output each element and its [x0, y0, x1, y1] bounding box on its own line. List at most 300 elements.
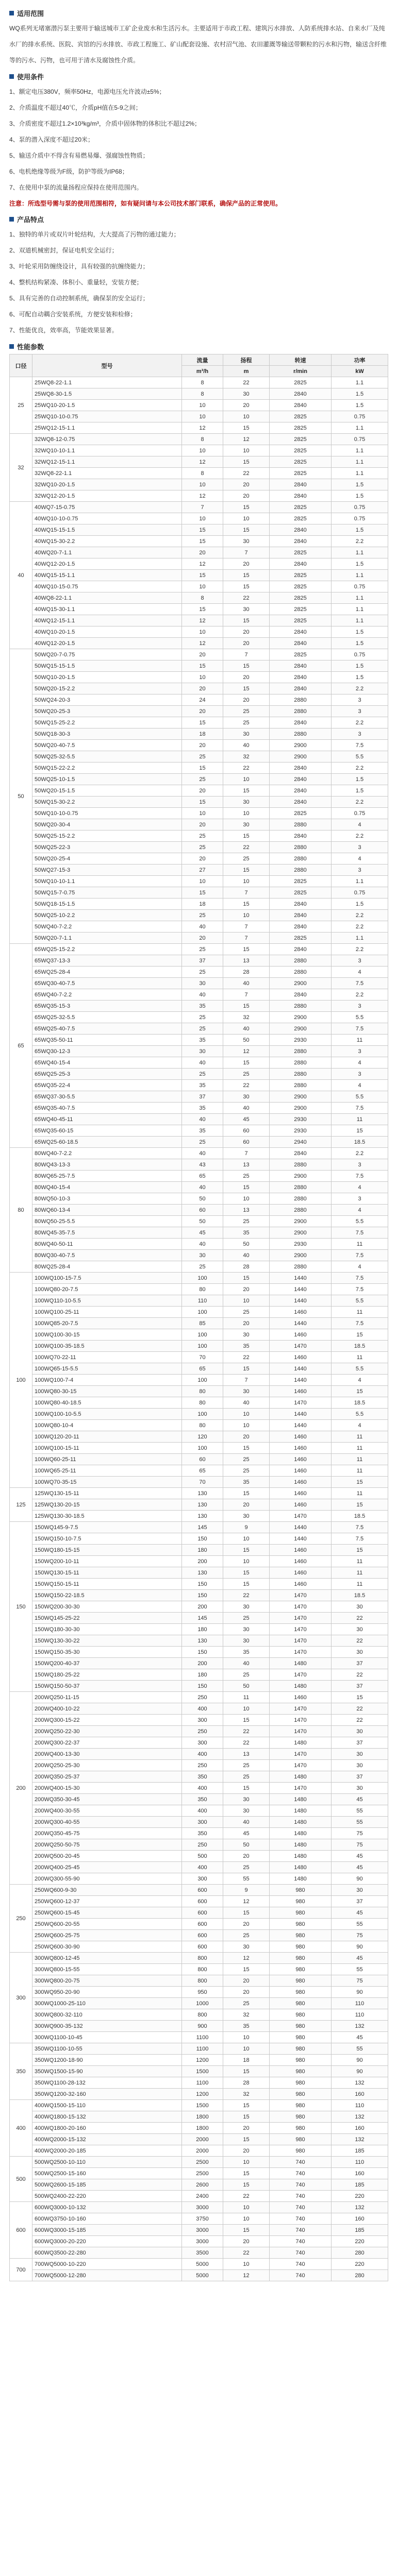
table-row	[10, 513, 388, 524]
speed-cell: 980	[270, 2123, 332, 2134]
table-row	[10, 2123, 388, 2134]
model-cell: 100WQ60-25-11	[32, 1454, 182, 1465]
table-row	[10, 434, 388, 445]
caliber-cell: 200	[10, 1692, 32, 1885]
head-cell: 15	[223, 2179, 270, 2191]
model-cell: 50WQ25-15-2.2	[32, 831, 182, 842]
flow-cell: 250	[182, 1760, 223, 1771]
table-row	[10, 2259, 388, 2270]
speed-cell: 740	[270, 2213, 332, 2225]
model-cell: 150WQ200-10-11	[32, 1556, 182, 1567]
model-cell: 250WQ600-30-90	[32, 1941, 182, 1953]
speed-cell: 2825	[270, 570, 332, 581]
speed-cell: 1440	[270, 1318, 332, 1329]
table-row	[10, 1375, 388, 1386]
speed-cell: 1470	[270, 1341, 332, 1352]
table-row	[10, 1193, 388, 1205]
head-cell: 25	[223, 1465, 270, 1477]
table-row	[10, 2066, 388, 2077]
head-cell: 30	[223, 388, 270, 400]
unit-power: kW	[332, 366, 388, 377]
head-cell: 45	[223, 1828, 270, 1839]
table-row	[10, 910, 388, 921]
head-cell: 7	[223, 989, 270, 1001]
power-cell: 18.5	[332, 1397, 388, 1409]
header-caliber: 口径	[10, 354, 32, 377]
speed-cell: 2880	[270, 1205, 332, 1216]
power-cell: 5.5	[332, 751, 388, 762]
flow-cell: 20	[182, 819, 223, 831]
head-cell: 22	[223, 2191, 270, 2202]
power-cell: 1.5	[332, 899, 388, 910]
table-row	[10, 831, 388, 842]
speed-cell: 2840	[270, 490, 332, 502]
model-cell: 125WQ130-30-18.5	[32, 1511, 182, 1522]
power-cell: 132	[332, 2202, 388, 2213]
flow-cell: 40	[182, 1148, 223, 1159]
table-row	[10, 1794, 388, 1805]
head-cell: 10	[223, 808, 270, 819]
model-cell: 125WQ130-15-11	[32, 1488, 182, 1499]
table-row	[10, 1171, 388, 1182]
model-cell: 65WQ40-45-11	[32, 1114, 182, 1125]
table-row	[10, 2055, 388, 2066]
power-cell: 1.5	[332, 400, 388, 411]
table-row	[10, 1363, 388, 1375]
head-cell: 30	[223, 1511, 270, 1522]
head-cell: 25	[223, 1930, 270, 1941]
speed-cell: 2840	[270, 388, 332, 400]
head-cell: 20	[223, 1851, 270, 1862]
head-cell: 40	[223, 1250, 270, 1261]
head-cell: 20	[223, 400, 270, 411]
head-cell: 20	[223, 638, 270, 649]
power-cell: 4	[332, 1057, 388, 1069]
flow-cell: 10	[182, 626, 223, 638]
speed-cell: 2840	[270, 910, 332, 921]
model-cell: 32WQ10-20-1.5	[32, 479, 182, 490]
table-row	[10, 842, 388, 853]
power-cell: 1.5	[332, 660, 388, 672]
table-row	[10, 955, 388, 967]
flow-cell: 1500	[182, 2066, 223, 2077]
table-row	[10, 1862, 388, 1873]
power-cell: 7.5	[332, 1227, 388, 1239]
model-cell: 25WQ10-10-0.75	[32, 411, 182, 422]
table-row	[10, 1545, 388, 1556]
flow-cell: 25	[182, 751, 223, 762]
flow-cell: 130	[182, 1499, 223, 1511]
power-cell: 45	[332, 1862, 388, 1873]
speed-cell: 2825	[270, 887, 332, 899]
speed-cell: 2900	[270, 1091, 332, 1103]
head-cell: 15	[223, 2134, 270, 2145]
flow-cell: 20	[182, 706, 223, 717]
table-row	[10, 2145, 388, 2157]
power-cell: 15	[332, 1545, 388, 1556]
head-cell: 28	[223, 1261, 270, 1273]
speed-cell: 2825	[270, 615, 332, 626]
power-cell: 1.5	[332, 672, 388, 683]
table-row	[10, 456, 388, 468]
head-cell: 15	[223, 2100, 270, 2111]
flow-cell: 100	[182, 1329, 223, 1341]
table-row	[10, 2077, 388, 2089]
model-cell: 50WQ20-15-2.2	[32, 683, 182, 694]
model-cell: 300WQ800-12-45	[32, 1953, 182, 1964]
flow-cell: 65	[182, 1171, 223, 1182]
power-cell: 55	[332, 2043, 388, 2055]
model-cell: 80WQ40-50-11	[32, 1239, 182, 1250]
model-cell: 350WQ1500-15-90	[32, 2066, 182, 2077]
speed-cell: 740	[270, 2236, 332, 2247]
feature-item: 2、双道机械密封，保证电机安全运行；	[9, 247, 118, 254]
model-cell: 150WQ130-15-11	[32, 1567, 182, 1579]
head-cell: 9	[223, 1885, 270, 1896]
power-cell: 1.1	[332, 377, 388, 388]
table-row	[10, 1930, 388, 1941]
table-row	[10, 683, 388, 694]
model-cell: 100WQ110-10-5.5	[32, 1295, 182, 1307]
power-cell: 0.75	[332, 887, 388, 899]
power-cell: 11	[332, 1352, 388, 1363]
flow-cell: 20	[182, 785, 223, 796]
flow-cell: 8	[182, 434, 223, 445]
power-cell: 3	[332, 1001, 388, 1012]
head-cell: 30	[223, 1329, 270, 1341]
speed-cell: 1480	[270, 1851, 332, 1862]
head-cell: 10	[223, 910, 270, 921]
unit-flow: m³/h	[182, 366, 223, 377]
speed-cell: 2840	[270, 479, 332, 490]
speed-cell: 1470	[270, 1624, 332, 1635]
table-row	[10, 1896, 388, 1907]
head-cell: 10	[223, 1420, 270, 1431]
flow-cell: 10	[182, 411, 223, 422]
model-cell: 50WQ20-15-1.5	[32, 785, 182, 796]
head-cell: 25	[223, 1069, 270, 1080]
table-row	[10, 1783, 388, 1794]
power-cell: 30	[332, 1726, 388, 1737]
power-cell: 5.5	[332, 1216, 388, 1227]
model-cell: 500WQ2600-15-185	[32, 2179, 182, 2191]
flow-cell: 15	[182, 660, 223, 672]
table-row	[10, 1159, 388, 1171]
speed-cell: 980	[270, 2032, 332, 2043]
condition-item: 3、介质密度不超过1.2×10³kg/m³，介质中固体物的体积比不超过2%；	[9, 120, 201, 127]
power-cell: 7.5	[332, 1533, 388, 1545]
head-cell: 25	[223, 1998, 270, 2009]
head-cell: 11	[223, 1692, 270, 1703]
model-cell: 150WQ150-10-7.5	[32, 1533, 182, 1545]
power-cell: 11	[332, 1114, 388, 1125]
table-row	[10, 2213, 388, 2225]
flow-cell: 25	[182, 1012, 223, 1023]
speed-cell: 2930	[270, 1035, 332, 1046]
power-cell: 22	[332, 1635, 388, 1647]
caliber-cell: 400	[10, 2100, 32, 2157]
power-cell: 11	[332, 1239, 388, 1250]
flow-cell: 2500	[182, 2168, 223, 2179]
table-row	[10, 1057, 388, 1069]
model-cell: 250WQ600-25-75	[32, 1930, 182, 1941]
speed-cell: 2930	[270, 1239, 332, 1250]
head-cell: 15	[223, 1443, 270, 1454]
model-cell: 200WQ250-11-15	[32, 1692, 182, 1703]
head-cell: 10	[223, 2043, 270, 2055]
head-cell: 32	[223, 2089, 270, 2100]
power-cell: 5.5	[332, 1295, 388, 1307]
section-heading-conditions	[9, 71, 388, 82]
head-cell: 15	[223, 1001, 270, 1012]
model-cell: 300WQ800-32-110	[32, 2009, 182, 2021]
head-cell: 30	[223, 728, 270, 740]
table-row	[10, 411, 388, 422]
power-cell: 220	[332, 2191, 388, 2202]
flow-cell: 30	[182, 978, 223, 989]
table-row	[10, 558, 388, 570]
model-cell: 200WQ300-15-22	[32, 1715, 182, 1726]
power-cell: 220	[332, 2259, 388, 2270]
head-cell: 22	[223, 762, 270, 774]
flow-cell: 600	[182, 1907, 223, 1919]
head-cell: 35	[223, 1647, 270, 1658]
power-cell: 18.5	[332, 1511, 388, 1522]
speed-cell: 1460	[270, 1352, 332, 1363]
flow-cell: 40	[182, 1057, 223, 1069]
flow-cell: 7	[182, 502, 223, 513]
table-row	[10, 1001, 388, 1012]
table-row	[10, 570, 388, 581]
table-row	[10, 1601, 388, 1613]
head-cell: 50	[223, 1681, 270, 1692]
condition-item: 1、额定电压380V，频率50Hz，电源电压允许波动±5%；	[9, 88, 166, 95]
flow-cell: 20	[182, 547, 223, 558]
head-cell: 12	[223, 2270, 270, 2281]
power-cell: 4	[332, 1420, 388, 1431]
model-cell: 80WQ50-25-5.5	[32, 1216, 182, 1227]
model-cell: 200WQ300-55-90	[32, 1873, 182, 1885]
model-cell: 100WQ85-20-7.5	[32, 1318, 182, 1329]
power-cell: 0.75	[332, 649, 388, 660]
power-cell: 11	[332, 1307, 388, 1318]
flow-cell: 150	[182, 1533, 223, 1545]
model-cell: 32WQ12-15-1.1	[32, 456, 182, 468]
model-cell: 100WQ100-30-15	[32, 1329, 182, 1341]
model-cell: 200WQ400-10-22	[32, 1703, 182, 1715]
head-cell: 20	[223, 558, 270, 570]
model-cell: 40WQ15-15-1.5	[32, 524, 182, 536]
power-cell: 37	[332, 1737, 388, 1749]
model-cell: 50WQ20-40-7.5	[32, 740, 182, 751]
section-title: 使用条件	[17, 73, 44, 81]
model-cell: 100WQ100-15-11	[32, 1443, 182, 1454]
power-cell: 15	[332, 1477, 388, 1488]
speed-cell: 1470	[270, 1669, 332, 1681]
model-cell: 250WQ600-15-45	[32, 1907, 182, 1919]
flow-cell: 35	[182, 1125, 223, 1137]
speed-cell: 1480	[270, 1839, 332, 1851]
power-cell: 7.5	[332, 1250, 388, 1261]
speed-cell: 1470	[270, 1760, 332, 1771]
model-cell: 300WQ950-20-90	[32, 1987, 182, 1998]
caliber-cell: 25	[10, 377, 32, 434]
speed-cell: 1470	[270, 1635, 332, 1647]
table-row	[10, 2247, 388, 2259]
flow-cell: 1500	[182, 2100, 223, 2111]
head-cell: 7	[223, 649, 270, 660]
power-cell: 18.5	[332, 1590, 388, 1601]
power-cell: 280	[332, 2247, 388, 2259]
table-row	[10, 1613, 388, 1624]
power-cell: 280	[332, 2270, 388, 2281]
table-row	[10, 1114, 388, 1125]
flow-cell: 400	[182, 1805, 223, 1817]
model-cell: 50WQ15-25-2.2	[32, 717, 182, 728]
header-speed: 转速	[270, 354, 332, 366]
head-cell: 40	[223, 740, 270, 751]
table-row	[10, 422, 388, 434]
power-cell: 3	[332, 1046, 388, 1057]
power-cell: 37	[332, 1896, 388, 1907]
model-cell: 200WQ400-25-45	[32, 1862, 182, 1873]
head-cell: 10	[223, 513, 270, 524]
head-cell: 15	[223, 899, 270, 910]
power-cell: 1.5	[332, 638, 388, 649]
head-cell: 28	[223, 2077, 270, 2089]
head-cell: 15	[223, 660, 270, 672]
flow-cell: 350	[182, 1794, 223, 1805]
model-cell: 50WQ25-10-2.2	[32, 910, 182, 921]
flow-cell: 130	[182, 1511, 223, 1522]
head-cell: 12	[223, 1953, 270, 1964]
table-row	[10, 1352, 388, 1363]
head-cell: 7	[223, 1148, 270, 1159]
flow-cell: 130	[182, 1635, 223, 1647]
head-cell: 25	[223, 1613, 270, 1624]
speed-cell: 2900	[270, 751, 332, 762]
power-cell: 1.1	[332, 876, 388, 887]
speed-cell: 1440	[270, 1284, 332, 1295]
table-row	[10, 1284, 388, 1295]
speed-cell: 2880	[270, 1001, 332, 1012]
power-cell: 30	[332, 1885, 388, 1896]
model-cell: 50WQ40-7-2.2	[32, 921, 182, 933]
power-cell: 1.5	[332, 785, 388, 796]
head-cell: 40	[223, 1658, 270, 1669]
section-marker-icon	[9, 217, 14, 222]
speed-cell: 980	[270, 2111, 332, 2123]
speed-cell: 980	[270, 2145, 332, 2157]
flow-cell: 15	[182, 887, 223, 899]
speed-cell: 2900	[270, 1012, 332, 1023]
head-cell: 55	[223, 1873, 270, 1885]
speed-cell: 2880	[270, 1046, 332, 1057]
speed-cell: 1480	[270, 1873, 332, 1885]
table-row	[10, 876, 388, 887]
speed-cell: 740	[270, 2247, 332, 2259]
power-cell: 90	[332, 1873, 388, 1885]
flow-cell: 15	[182, 762, 223, 774]
model-cell: 700WQ5000-10-220	[32, 2259, 182, 2270]
caution-note: 注意：所选型号需与泵的使用范围相符，如有疑问请与本公司技术部门联系，确保产品的正常使用。	[9, 200, 282, 207]
header-power: 功率	[332, 354, 388, 366]
speed-cell: 1470	[270, 1397, 332, 1409]
table-row	[10, 808, 388, 819]
head-cell: 10	[223, 1703, 270, 1715]
speed-cell: 740	[270, 2202, 332, 2213]
table-row	[10, 581, 388, 592]
model-cell: 100WQ80-20-7.5	[32, 1284, 182, 1295]
table-row	[10, 1987, 388, 1998]
speed-cell: 2880	[270, 1261, 332, 1273]
head-cell: 10	[223, 2213, 270, 2225]
model-cell: 100WQ100-25-11	[32, 1307, 182, 1318]
table-row	[10, 626, 388, 638]
flow-cell: 24	[182, 694, 223, 706]
head-cell: 60	[223, 1137, 270, 1148]
head-cell: 22	[223, 1737, 270, 1749]
speed-cell: 2880	[270, 1182, 332, 1193]
power-cell: 5.5	[332, 1363, 388, 1375]
table-row	[10, 921, 388, 933]
power-cell: 160	[332, 2089, 388, 2100]
section-heading-features	[9, 213, 388, 225]
power-cell: 160	[332, 2213, 388, 2225]
table-row	[10, 819, 388, 831]
head-cell: 20	[223, 694, 270, 706]
table-row	[10, 1624, 388, 1635]
table-row	[10, 1386, 388, 1397]
head-cell: 30	[223, 1386, 270, 1397]
header-flow: 流量	[182, 354, 223, 366]
model-cell: 150WQ150-35-30	[32, 1647, 182, 1658]
caliber-cell: 700	[10, 2259, 32, 2281]
power-cell: 160	[332, 2123, 388, 2134]
model-cell: 200WQ250-25-30	[32, 1760, 182, 1771]
power-cell: 30	[332, 1647, 388, 1658]
head-cell: 20	[223, 672, 270, 683]
head-cell: 20	[223, 2236, 270, 2247]
flow-cell: 60	[182, 1205, 223, 1216]
speed-cell: 1440	[270, 1420, 332, 1431]
model-cell: 50WQ20-30-4	[32, 819, 182, 831]
power-cell: 1.1	[332, 445, 388, 456]
model-cell: 80WQ45-35-7.5	[32, 1227, 182, 1239]
power-cell: 11	[332, 1454, 388, 1465]
table-row	[10, 1771, 388, 1783]
table-row	[10, 785, 388, 796]
table-row	[10, 1261, 388, 1273]
speed-cell: 2880	[270, 706, 332, 717]
caliber-cell: 50	[10, 649, 32, 944]
model-cell: 100WQ100-35-18.5	[32, 1341, 182, 1352]
model-cell: 200WQ400-13-30	[32, 1749, 182, 1760]
speed-cell: 1480	[270, 1817, 332, 1828]
flow-cell: 40	[182, 1182, 223, 1193]
power-cell: 1.1	[332, 547, 388, 558]
head-cell: 13	[223, 955, 270, 967]
table-row	[10, 1760, 388, 1771]
power-cell: 1.5	[332, 774, 388, 785]
model-cell: 40WQ20-7-1.1	[32, 547, 182, 558]
power-cell: 7.5	[332, 1522, 388, 1533]
model-cell: 80WQ50-10-3	[32, 1193, 182, 1205]
head-cell: 22	[223, 1080, 270, 1091]
speed-cell: 2840	[270, 626, 332, 638]
flow-cell: 600	[182, 1941, 223, 1953]
head-cell: 15	[223, 524, 270, 536]
